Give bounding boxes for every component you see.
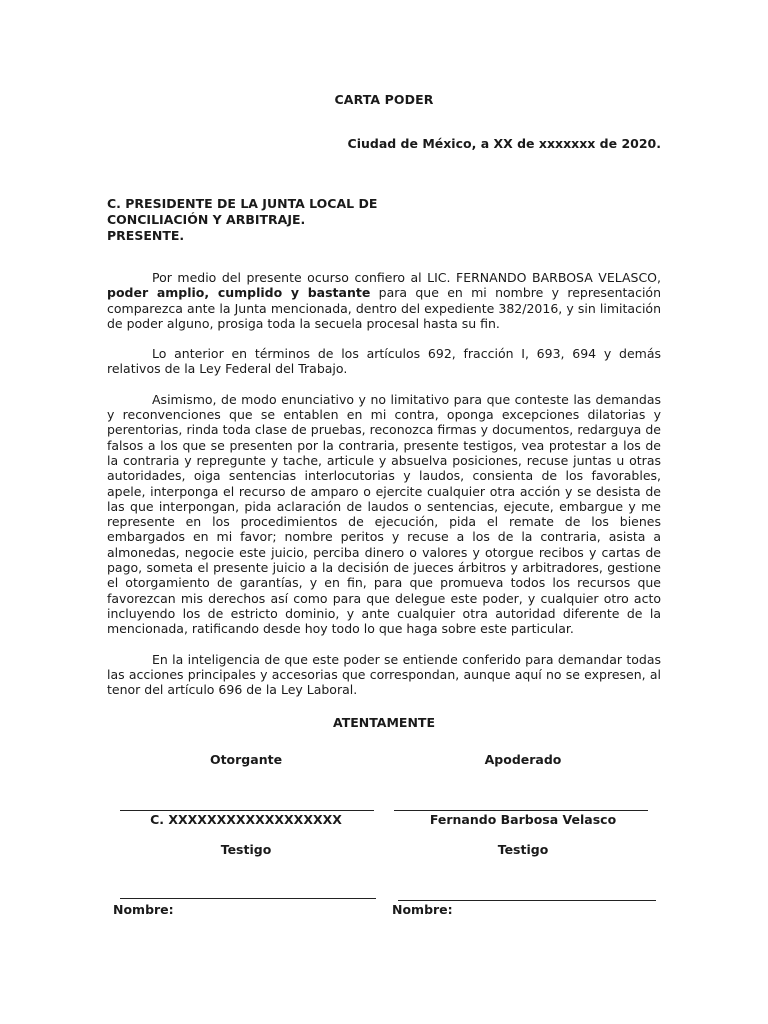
apoderado-name: Fernando Barbosa Velasco: [429, 812, 617, 827]
paragraph-scope: En la inteligencia de que este poder se entiende conferido para demandar todas las acciones principales y accesorias que correspondan, aunque aquí no se expresen, al tenor del artículo 696 de la Ley Laboral.: [107, 651, 661, 698]
paragraph-text: para que en mi nombre y representación comparezca ante la Junta mencionada, dentro del expediente 382/2016, y sin limitación de poder alguno, prosiga toda la secuela procesal hasta su fin.: [107, 285, 662, 331]
closing-atentamente: ATENTAMENTE: [333, 715, 435, 730]
testigo-1-label: Testigo: [220, 842, 272, 857]
paragraph-grant: [107, 270, 661, 331]
testigo-2-signature-line: [398, 900, 656, 901]
otorgante-name: C. XXXXXXXXXXXXXXXXXX: [150, 812, 342, 827]
testigo-1-name: Nombre:: [113, 902, 174, 917]
apoderado-signature-line: [394, 810, 648, 811]
document-body: [107, 270, 661, 712]
paragraph-bold-text: poder amplio, cumplido y bastante: [107, 285, 371, 301]
apoderado-label: Apoderado: [484, 752, 562, 767]
otorgante-signature-line: [120, 810, 374, 811]
testigo-1-signature-line: [120, 898, 376, 899]
dateline: Ciudad de México, a XX de xxxxxxx de 2020.: [347, 136, 661, 151]
paragraph-faculties: Asimismo, de modo enunciativo y no limitativo para que conteste las demandas y reconvenciones que se entablen en mi contra, oponga excepciones dilatorias y perentorias, rinda toda clase de pruebas, reconozca firmas y documentos, redarguya de falsos a los que se presenten por la contraria, presente testigos, vea protestar a los de la contraria y repregunte y tache, articule y absuelva posiciones, recuse juntas u otras autoridades, oiga sentencias interlocutorias y laudos, consienta de los favorables, apele, interponga el recurso de amparo o ejercite cualquier otra acción y se desista de las que interpongan, pida aclaración de laudos o sentencias, ejecute, embargue y me represente en los procedimientos de ejecución, pida el remate de los bienes embargados en mi favor; nombre peritos y recuse a los de la contraria, asista a almonedas, negocie este juicio, perciba dinero o valores y otorgue recibos y cartas de pago, someta el presente juicio a la decisión de jueces árbitros y arbitradores, gestione el otorgamiento de garantías, y en fin, para que promueva todos los recursos que favorezcan mis derechos así como para que delegue este poder, y cualquier otro acto incluyendo los de estricto dominio, y ante cualquier otra autoridad diferente de la mencionada, ratificando desde hoy todo lo que haga sobre este particular.: [107, 391, 661, 637]
testigo-2-label: Testigo: [497, 842, 549, 857]
testigo-2-name: Nombre:: [392, 902, 453, 917]
otorgante-label: Otorgante: [209, 752, 283, 767]
addressee-block: [107, 196, 427, 244]
document-title: CARTA PODER: [334, 92, 434, 107]
paragraph-legal-basis: Lo anterior en términos de los artículos 692, fracción I, 693, 694 y demás relativos de la Ley Federal del Trabajo.: [107, 346, 661, 377]
paragraph-text: Por medio del presente ocurso confiero al LIC. FERNANDO BARBOSA VELASCO,: [152, 270, 661, 285]
addressee-line: PRESENTE.: [107, 228, 185, 243]
addressee-line: CONCILIACIÓN Y ARBITRAJE.: [107, 212, 306, 227]
addressee-line: C. PRESIDENTE DE LA JUNTA LOCAL DE: [107, 196, 378, 211]
